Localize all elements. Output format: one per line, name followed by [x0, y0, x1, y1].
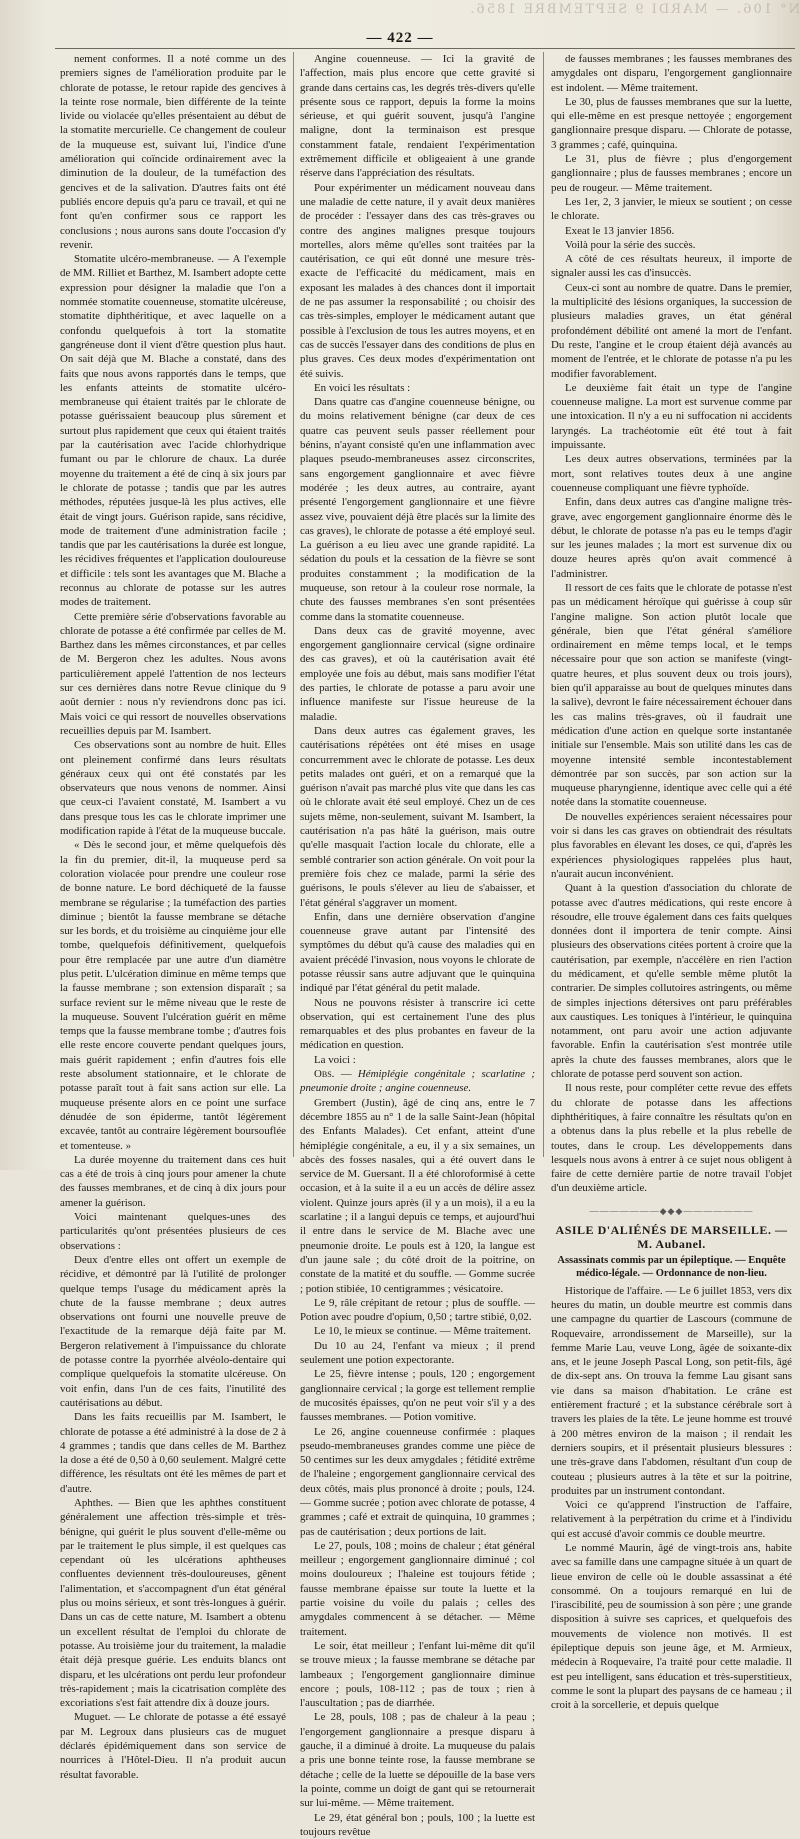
paragraph: A côté de ces résultats heureux, il importe de signaler aussi les cas d'insuccès. — [551, 253, 792, 280]
observation-title: Hémiplégie congénitale ; scarlatine ; pneumonie droite ; angine couenneuse. — [300, 1068, 535, 1095]
column-left — [60, 52, 286, 1781]
paragraph: nement conformes. Il a noté comme un des premiers signes de l'amélioration produite par le chlorate de potasse, le retour rapide des gencives à la teinte rose normale, bien différente de la teinte livide ou violacée qu'elles présentaient au début de la stomatite mercurielle. Ce changement de couleur de la muqueuse est, suivant lui, l'indice d'une amélioration qui coïncide ordinairement avec la diminution de la douleur, de la tuméfaction des gencives et de la salivation. D'autres faits ont été publiés encore depuis qu'a paru ce travail, et qui ne font qu'en confirmer sous ce rapport les conclusions ; nous aurons sans doute l'occasion d'y revenir. — [60, 53, 286, 251]
paragraph: Le 29, état général bon ; pouls, 100 ; la luette est toujours revêtue — [300, 1811, 535, 1838]
paragraph: Voici maintenant quelques-unes des particularités qu'ont présentées plusieurs de ces observations : — [60, 1211, 286, 1252]
paragraph: de fausses membranes ; les fausses membranes des amygdales ont disparu, l'engorgement ganglionnaire est indolent. — Même traitement. — [551, 53, 792, 94]
page-number: — 422 — — [366, 30, 434, 46]
section-subtitle: Assassinats commis par un épileptique. — Enquête médico-légale. — Ordonnance de non-lieu. — [557, 1254, 786, 1279]
observation-heading: Obs. — Hémiplégie congénitale ; scarlatine ; pneumonie droite ; angine couenneuse. — [300, 1068, 535, 1095]
paragraph: Le 30, plus de fausses membranes que sur la luette, qui elle-même en est presque nettoyée ; engorgement ganglionnaire presque disparu. — Chlorate de potasse, 3 grammes ; café, quinquina. — [551, 95, 792, 151]
header-rule — [55, 48, 795, 49]
paragraph: Aphthes. — Bien que les aphthes constituent généralement une affection très-simple et très-bénigne, qui guérit le plus souvent d'elle-même ou par le traitement le plus simple, il est quelques cas cependant où les ulcérations aphtheuses confluentes deviennent très-douloureuses, gênent l'alimentation, et s'accompagnent d'un état général plus ou moins sérieux, et sont très-longues à guérir. Dans un cas de cette nature, M. Isambert a obtenu un excellent résultat de l'emploi du chlorate de potasse. Au troisième jour du traitement, la maladie était déjà presque guérie. Les enduits blancs ont disparu, et les ulcérations ont perdu leur profondeur très-rapidement ; mais la cicatrisation complète des excoriations s'est fait attendre dix à douze jours. — [60, 1496, 286, 1710]
column-right — [551, 52, 792, 1712]
paragraph: Du 10 au 24, l'enfant va mieux ; il prend seulement une potion expectorante. — [300, 1339, 535, 1367]
paragraph: Il nous reste, pour compléter cette revue des effets du chlorate de potasse dans les affections diphthéritiques, à faire connaître les résultats qu'on en a obtenus dans la plus rebelle et la plus rebelle de toutes, dans le croup. Les développements dans lesquels nous avons à entrer à ce sujet nous obligent à faire de cette dernière partie de notre travail l'objet d'un deuxième article. — [551, 1082, 792, 1195]
paragraph: Le 9, râle crépitant de retour ; plus de souffle. — Potion avec poudre d'opium, 0,50 ; tartre stibié, 0,02. — [300, 1296, 535, 1324]
paragraph: Les 1er, 2, 3 janvier, le mieux se soutient ; on cesse le chlorate. — [551, 195, 792, 223]
paragraph: Le 25, fièvre intense ; pouls, 120 ; engorgement ganglionnaire cervical ; la gorge est tellement remplie de mucosités épaisses, qu'on ne peut voir s'il y a des fausses membranes. — Potion vomitive. — [300, 1368, 535, 1424]
paragraph: Le deuxième fait était un type de l'angine couenneuse maligne. La mort est survenue comme par une intoxication. Il n'y a eu ni suffocation ni accidents laryngés. La trachéotomie eût été tout à fait impuissante. — [551, 381, 792, 452]
paragraph: Ces observations sont au nombre de huit. Elles ont pleinement confirmé dans leurs résultats généraux ceux qui ont été constatés par les observateurs que nous venons de nommer. Ainsi que ceux-ci l'avaient constaté, M. Isambert a vu dans presque tous les cas le chlorate imprimer une modification rapide à l'état de la muqueuse buccale. — [60, 739, 286, 838]
paragraph: Cette première série d'observations favorable au chlorate de potasse a été confirmée par celles de M. Barthez dans les mêmes circonstances, et par celles de M. Bergeron chez les adultes. Nous avons particulièrement appelé l'attention de nos lecteurs sur ces dernières dans notre Revue clinique du 9 août dernier : nous n'y reviendrons donc pas ici. Mais voici ce qui ressort de nouvelles observations recueillies depuis par M. Isambert. — [60, 610, 286, 737]
paragraph: Le 10, le mieux se continue. — Même traitement. — [314, 1325, 531, 1338]
paragraph: Le 31, plus de fièvre ; plus d'engorgement ganglionnaire ; plus de fausses membranes ; encore un peu de rougeur. — Même traitement. — [551, 153, 792, 194]
paragraph: Le nommé Maurin, âgé de vingt-trois ans, habite avec sa famille dans une campagne située à un quart de lieue environ de celle où le double assassinat a été consommé. On a toujours remarqué en lui de l'irascibilité, peu de soumission à son père ; une grande disposition à suivre ses caprices, et quelquefois des mouvements de violence non motivés. Il est épileptique depuis son jeune âge, et M. Armieux, médecin à Roquevaire, l'a traité pour cette maladie. Il est peu intelligent, sans éducation et très-superstitieux, comme le sont la plupart des paysans de ce hameau ; il croit à la sorcellerie, et depuis quelque — [551, 1541, 792, 1712]
paragraph: Enfin, dans deux autres cas d'angine maligne très-grave, avec engorgement ganglionnaire énorme dès le début, le chlorate de potasse n'a pas eu le temps d'agir sur les jeunes malades ; la mort est survenue dix ou douze heures après qu'on avait commencé à l'administrer. — [551, 496, 792, 580]
chlorate-review-continuation — [551, 52, 792, 1196]
paragraph: Le 26, angine couenneuse confirmée : plaques pseudo-membraneuses grandes comme une pièce de 50 centimes sur les deux amygdales ; fétidité extrême de l'haleine ; engorgement ganglionnaire cervical des deux côtés, mais plus prononcé à droite ; pouls, 124. — Gomme sucrée ; potion avec chlorate de potasse, 4 grammes ; café et extrait de quinquina, 10 grammes ; pas de cautérisation ; deux portions de lait. — [300, 1425, 535, 1538]
paragraph: Historique de l'affaire. — Le 6 juillet 1853, vers dix heures du matin, un double meurtre est commis dans une campagne du quartier de Lascours (commune de Roquevaire, arrondissement de Marseille), sur la femme Marie Lau, veuve Long, âgée de soixante-dix ans, et le jeune Joseph Pascal Long, son petit-fils, âgé de dix-sept ans. On trouva la femme Lau gisant sans vie dans sa maison d'habitation. Le crâne est entièrement fracturé ; et la substance cérébrale sort à travers les plaies de la tête. Le jeune homme est trouvé à 200 mètres environ de la maison ; il rendait les derniers soupirs, et il présentait plusieurs blessures : une très-grave dans l'abdomen, résultant d'un coup de couteau ; plusieurs autres à la tête et sur la poitrine, produites par un instrument contondant. — [551, 1284, 792, 1497]
bleed-through-text: N° 106. — MARDI 9 SEPTEMBRE 1856. — [468, 2, 800, 17]
paragraph: La durée moyenne du traitement dans ces huit cas a été de trois à cinq jours pour amener la chute des fausses membranes, et de cinq à dix jours pour amener la guérison. — [60, 1153, 286, 1209]
asile-article-body — [551, 1284, 792, 1713]
paragraph: Enfin, dans une dernière observation d'angine couenneuse grave autant par l'intensité des symptômes du début qu'à cause des maladies qui en avaient précédé l'invasion, nous voyons le chlorate de potasse réussir sans autre adjuvant que le quinquina indiqué par l'état général du petit malade. — [300, 910, 535, 995]
paragraph: Angine couenneuse. — Ici la gravité de l'affection, mais plus encore que cette gravité si grande dans certains cas, les degrés très-divers qu'elle présente sous ce rapport, depuis la forme la moins sérieuse, et qui guérit souvent, jusqu'à l'angine maligne, dont la terminaison est presque constamment fatale, rendaient l'expérimentation extrêmement difficile et obligeaient à une grande réserve dans l'appréciation des résultats. — [300, 53, 535, 180]
paragraph: Dans deux cas de gravité moyenne, avec engorgement ganglionnaire cervical (signe ordinaire des cas graves), et où la cautérisation avait été employée une fois au début, mais sans modifier l'état des parties, le chlorate de potasse a paru avoir une influence manifeste sur l'issue heureuse de la maladie. — [300, 624, 535, 723]
column-divider — [543, 52, 544, 1157]
paragraph: Le 28, pouls, 108 ; pas de chaleur à la peau ; l'engorgement ganglionnaire a presque disparu à gauche, il a diminué à droite. La muqueuse du palais a pris une bonne teinte rose, la fausse membrane se détache ; celle de la luette se dépouille de la base vers la pointe, comme un doigt de gant qui se retournerait sur lui-même. — Même traitement. — [300, 1711, 535, 1810]
paragraph: Stomatite ulcéro-membraneuse. — A l'exemple de MM. Rilliet et Barthez, M. Isambert adopte cette expression pour désigner la maladie que l'on a nommée stomatite couenneuse, stomatite ulcéreuse, stomatite diphthéritique, et avec laquelle on a confondu quelquefois à tort la stomatite gangréneuse dont il vient d'être question plus haut. On sait déjà que M. Blache a constaté, dans des faits que nous avons rapportés dans le temps, que les enfants atteints de stomatite ulcéro-membraneuse qui étaient traités par le chlorate de potasse guérissaient beaucoup plus sûrement et surtout plus rapidement que ceux qui étaient traités par la cautérisation avec l'acide chlorhydrique fumant ou par le chlorure de chaux. La durée moyenne du traitement a été de cinq à six jours par le chlorate de potasse ; tandis que par les autres méthodes, réputées jusque-là les plus actives, elle était de vingt jours. Guérison rapide, sans récidive, mode de traitement d'une administration facile ; tandis que par les cautérisations la durée est longue, les récidives fréquentes et l'application douloureuse et difficile : tels sont les avantages que M. Blache a reconnus au chlorate de potasse sur les autres modes de traitement. — [60, 253, 286, 609]
paragraph: Le soir, état meilleur ; l'enfant lui-même dit qu'il se trouve mieux ; la fausse membrane se détache par lambeaux ; l'engorgement ganglionnaire diminue encore ; pouls, 108-112 ; pas de toux ; rien à l'auscultation ; pas de diarrhée. — [300, 1639, 535, 1710]
column-divider — [293, 52, 294, 1157]
paragraph: Dans quatre cas d'angine couenneuse bénigne, ou du moins relativement bénigne (car deux de ces quatre cas peuvent seuls passer réellement pour bénins, n'ayant consisté qu'en une inflammation avec plaques pseudo-membraneuses assez circonscrites, sans engorgement ganglionnaire et avec fièvre modérée ; les deux autres, au contraire, ayant présenté l'engorgement ganglionnaire et une fièvre assez vive, pouvaient déjà être placés sur la limite des cas graves), le chlorate de potasse a été employé seul. La guérison a eu lieu avec une grande rapidité. La sédation du pouls et la cessation de la fièvre se sont produites constamment ; la modification de la muqueuse, son retour à la couleur rose normale, la chute des fausses membranes s'en sont présentées comme dans la stomatite couenneuse. — [300, 396, 535, 623]
paragraph: Pour expérimenter un médicament nouveau dans une maladie de cette nature, il y avait deux manières de procéder : l'essayer dans des cas très-graves ou contre des angines malignes presque toujours mortelles, alors même qu'elles sont traitées par la cautérisation, ce qui eût donné une mesure très-exacte de l'efficacité du médicament, mais en exposant les malades à des chances dont il importait de ne pas assumer la responsabilité ; ou choisir des cas très-simples, employer le médicament autant que possible à l'exclusion de tous les autres moyens, et en cas de succès l'essayer dans des conditions de plus en plus graves. Ces deux modes d'expérimentation ont été suivis. — [300, 181, 535, 380]
paragraph: Deux d'entre elles ont offert un exemple de récidive, et démontré par là l'utilité de prolonger quelque temps l'usage du médicament après la chute de la fausse membrane ; deux autres observations ont fourni une nouvelle preuve de l'exactitude de la remarque déjà faite par M. Bergeron relativement à l'impuissance du chlorate de potasse contre la pyorrhée alvéolo-dentaire qui complique quelquefois la stomatite ulcéreuse. On voit enfin, dans l'un de ces faits, l'inutilité des cautérisations au début. — [60, 1253, 286, 1409]
paragraph: La voici : — [314, 1053, 356, 1066]
paragraph: Il ressort de ces faits que le chlorate de potasse n'est pas un médicament héroïque qui guérisse à coup sûr l'angine maligne. Son action plutôt locale que générale, bien que l'état général s'améliore ordinairement en même temps local, et le temps nécessaire pour que son action se manifeste (vingt-quatre heures, et plus souvent deux ou trois jours), bien qu'il apparaisse au bout de quelques minutes dans la salive), devront le faire nécessairement échouer dans les cas malins très-graves, où il faudrait une médication d'une action en quelque sorte instantanée initiale sur l'ensemble. Mais son utilité dans les cas de moyenne intensité semble incontestablement démontrée par son succès, par son action sur la muqueuse pharyngienne, identique avec celle qui a été notée dans la stomatite couenneuse. — [551, 581, 792, 809]
paragraph: Dans deux autres cas également graves, les cautérisations répétées ont été mises en usage concurremment avec le chlorate de potasse. Les deux petits malades ont guéri, et on a remarqué que la guérison n'avait pas marché plus vite que dans les cas où le chlorate avait été seul employé. Chez un de ces sujets même, non-seulement, suivant M. Isambert, la cautérisation n'a pas hâté la guérison, mais outre qu'elle masquait l'action locale du chlorate, elle a semblé contrarier son action générale. On voit pour la première fois chez ce malade, parmi la série des guérisons, le pouls s'élever au lieu de s'abaisser, et l'état général s'aggraver un moment. — [300, 724, 535, 909]
paragraph: « Dès le second jour, et même quelquefois dès la fin du premier, dit-il, la muqueuse perd sa coloration violacée pour prendre une couleur rose de bonne nature. Le bord déchiqueté de la fausse membrane se régularise ; la tuméfaction des parties diminue ; bientôt la fausse membrane se détache sur les bords, et du troisième au cinquième jour elle tombe, quelquefois définitivement, quelquefois pour être remplacée par une autre d'un diamètre plus petit. L'ulcération diminue en même temps que la fausse membrane ; son extension disparaît ; sa surface revient sur le même niveau que le reste de la muqueuse. Souvent l'ulcération guérit en même temps que la fausse membrane tombe ; d'autres fois elle reste encore couverte pendant quelques jours, mais guérit rapidement ; enfin d'autres fois elle reste absolument stationnaire, et le chlorate de potasse paraît tout à fait sans action sur elle. La muqueuse présente alors en ce point une surface dénudée de son épiderme, tantôt légèrement excavée, tantôt au contraire légèrement boursouflée et tomenteuse. » — [60, 839, 286, 1152]
paragraph: Nous ne pouvons résister à transcrire ici cette observation, qui est certainement l'une des plus remarquables et des plus probantes en faveur de la médication en question. — [300, 996, 535, 1052]
section-separator: ———————◆◆◆——————— — [589, 1205, 754, 1216]
paragraph: Voici ce qu'apprend l'instruction de l'affaire, relativement à la perpétration du crime et à l'individu qui est accusé d'avoir commis ce double meurtre. — [551, 1499, 792, 1540]
paragraph: Quant à la question d'association du chlorate de potasse avec d'autres médications, qui reste encore à résoudre, elle trouve également dans ces faits quelques données dont il importera de tenir compte. Ainsi plusieurs des observations citées portent à croire que la cautérisation, par exemple, n'accélère en rien l'action du médicament, et qu'elle semble même plutôt la contrarier. De simples collutoires astringents, ou même de simples injections détersives ont paru préférables aux caustiques. Les toniques à l'intérieur, le quinquina notamment, ont paru avoir une action adjuvante favorable. Enfin la cautérisation s'est montrée utile après la chute des fausses membranes, alors que le chlorate de potasse perd souvent son action. — [551, 882, 792, 1081]
paragraph: Voilà pour la série des succès. — [565, 238, 696, 251]
paragraph: Muguet. — Le chlorate de potasse a été essayé par M. Legroux dans plusieurs cas de muguet déclarés épidémiquement dans son service de nourrices à l'Hôtel-Dieu. Il n'a produit aucun résultat favorable. — [60, 1711, 286, 1781]
paragraph: Grembert (Justin), âgé de cinq ans, entre le 7 décembre 1855 au n° 1 de la salle Saint-Jean (hôpital des Enfants Malades). Cet enfant, atteint d'une hémiplégie congénitale, a eu, il y a six semaines, un abcès des fosses nasales, qui a été ouvert dans le service de M. Guersant. Il a été chloroformisé à cette occasion, et à la suite il a eu un accès de délire assez violent. Quinze jours après (il y a un mois), il a eu la scarlatine ; il a langui depuis ce temps, et aujourd'hui il entre dans le service de M. Blache avec une pneumonie droite. Le pouls est à 120, la langue est d'un jaune sale ; du côté droit de la poitrine, on constate de la matité et du souffle. — Gomme sucrée ; potion stibiée, 10 centigrammes ; vésicatoire. — [300, 1096, 535, 1295]
paragraph: Les deux autres observations, terminées par la mort, sont relatives toutes deux à une angine couenneuse compliquant une fièvre typhoïde. — [551, 453, 792, 494]
paragraph: En voici les résultats : — [314, 381, 411, 394]
paragraph: Exeat le 13 janvier 1856. — [565, 224, 675, 237]
column-middle — [300, 52, 535, 1838]
paragraph: Le 27, pouls, 108 ; moins de chaleur ; état général meilleur ; engorgement ganglionnaire diminué ; col moins douloureux ; l'haleine est toujours fétide ; fausse membrane épaisse sur toute la luette et la partie voisine du voile du palais ; celles des amygdales commencent à se détacher. — Même traitement. — [300, 1539, 535, 1638]
paragraph: Ceux-ci sont au nombre de quatre. Dans le premier, la multiplicité des lésions organiques, la succession de plusieurs maladies graves, un état général profondément débilité ont amené la mort de l'enfant. Du reste, l'angine et le croup étaient déjà avancés au moment de l'entrée, et le chlorate de potasse n'a pu les modifier favorablement. — [551, 281, 792, 380]
paragraph: Dans les faits recueillis par M. Isambert, le chlorate de potasse a été administré à la dose de 2 à 4 grammes ; tandis que dans celles de M. Barthez la dose a été de 0,50 à 0,60 seulement. Malgré cette différence, les résultats ont été les mêmes de part et d'autre. — [60, 1411, 286, 1495]
paragraph: De nouvelles expériences seraient nécessaires pour voir si dans les cas graves on obtiendrait des résultats plus favorables en élevant les doses, ce qui, d'après les expériences physiologiques rappelées plus haut, n'aurait aucun inconvénient. — [551, 810, 792, 880]
section-title: ASILE D'ALIÉNÉS DE MARSEILLE. — M. Aubanel. — [555, 1223, 788, 1252]
observation-label: Obs. — [314, 1068, 335, 1081]
